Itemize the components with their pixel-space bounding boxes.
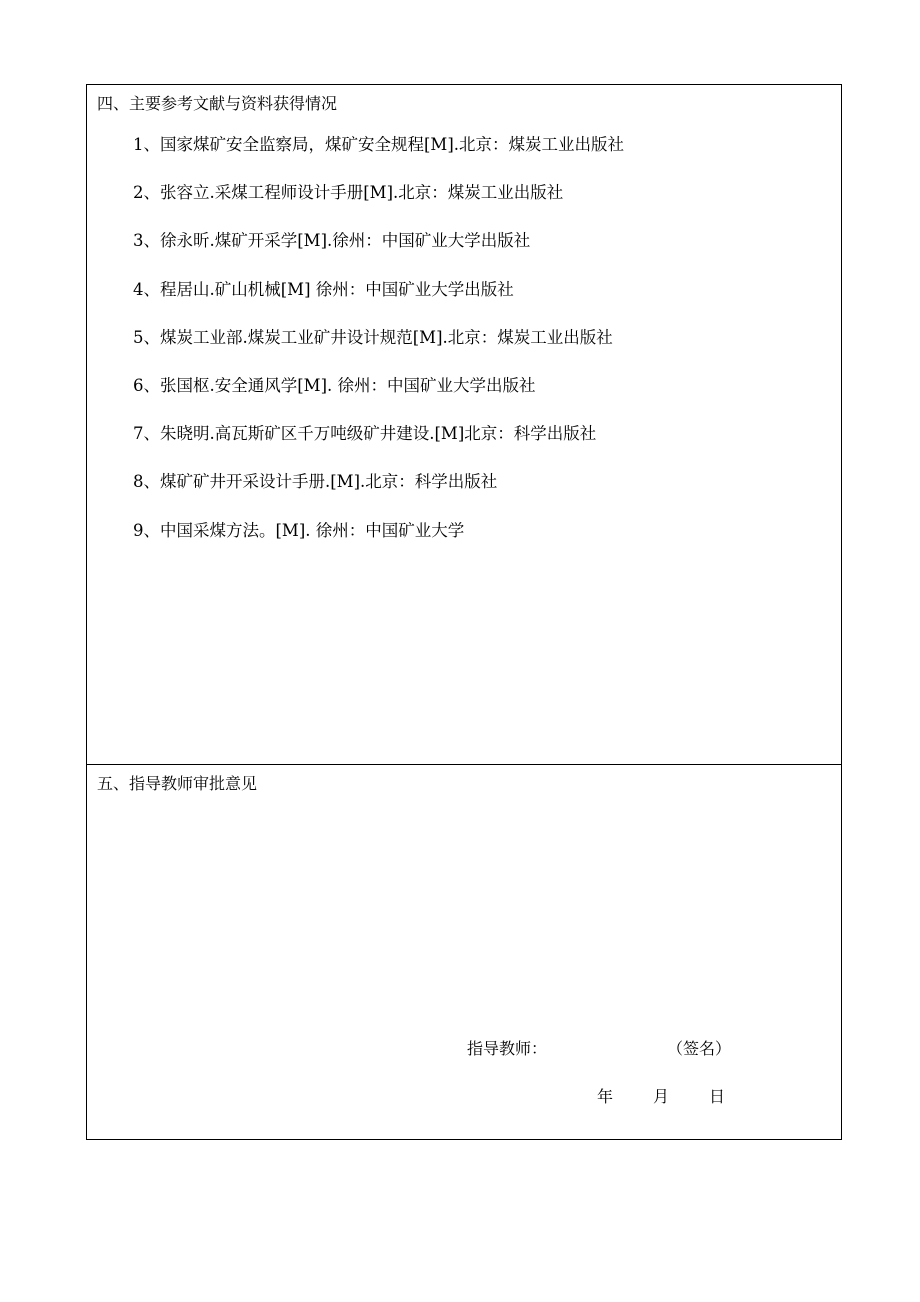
date-year-label: 年: [597, 1087, 614, 1106]
reference-item-5: 5、煤炭工业部.煤炭工业矿井设计规范[M].北京：煤炭工业出版社: [133, 327, 613, 347]
review-form-table: [86, 84, 842, 1140]
advisor-opinion-heading: 五、指导教师审批意见: [97, 774, 258, 793]
references-heading: 四、主要参考文献与资料获得情况: [97, 94, 338, 113]
reference-item-4: 4、程居山.矿山机械[M] 徐州：中国矿业大学出版社: [133, 279, 514, 299]
signature-label: 指导教师：: [467, 1039, 548, 1058]
date-month-label: 月: [653, 1087, 670, 1106]
reference-item-6: 6、张国枢.安全通风学[M]. 徐州：中国矿业大学出版社: [133, 375, 536, 395]
signature-note: （签名）: [667, 1039, 732, 1058]
reference-item-7: 7、朱晓明.高瓦斯矿区千万吨级矿井建设.[M]北京：科学出版社: [133, 424, 597, 444]
reference-item-3: 3、徐永昕.煤矿开采学[M].徐州：中国矿业大学出版社: [133, 231, 531, 251]
reference-item-1: 1、国家煤矿安全监察局，煤矿安全规程[M].北京：煤炭工业出版社: [133, 135, 625, 154]
date-day-label: 日: [709, 1087, 726, 1106]
reference-item-9: 9、中国采煤方法。[M]. 徐州：中国矿业大学: [133, 520, 465, 540]
reference-list: [133, 135, 624, 569]
reference-item-2: 2、张容立.采煤工程师设计手册[M].北京：煤炭工业出版社: [133, 183, 564, 203]
advisor-opinion-section: [87, 765, 841, 1139]
references-section: [87, 85, 841, 765]
reference-item-8: 8、煤矿矿井开采设计手册.[M].北京：科学出版社: [133, 472, 498, 492]
